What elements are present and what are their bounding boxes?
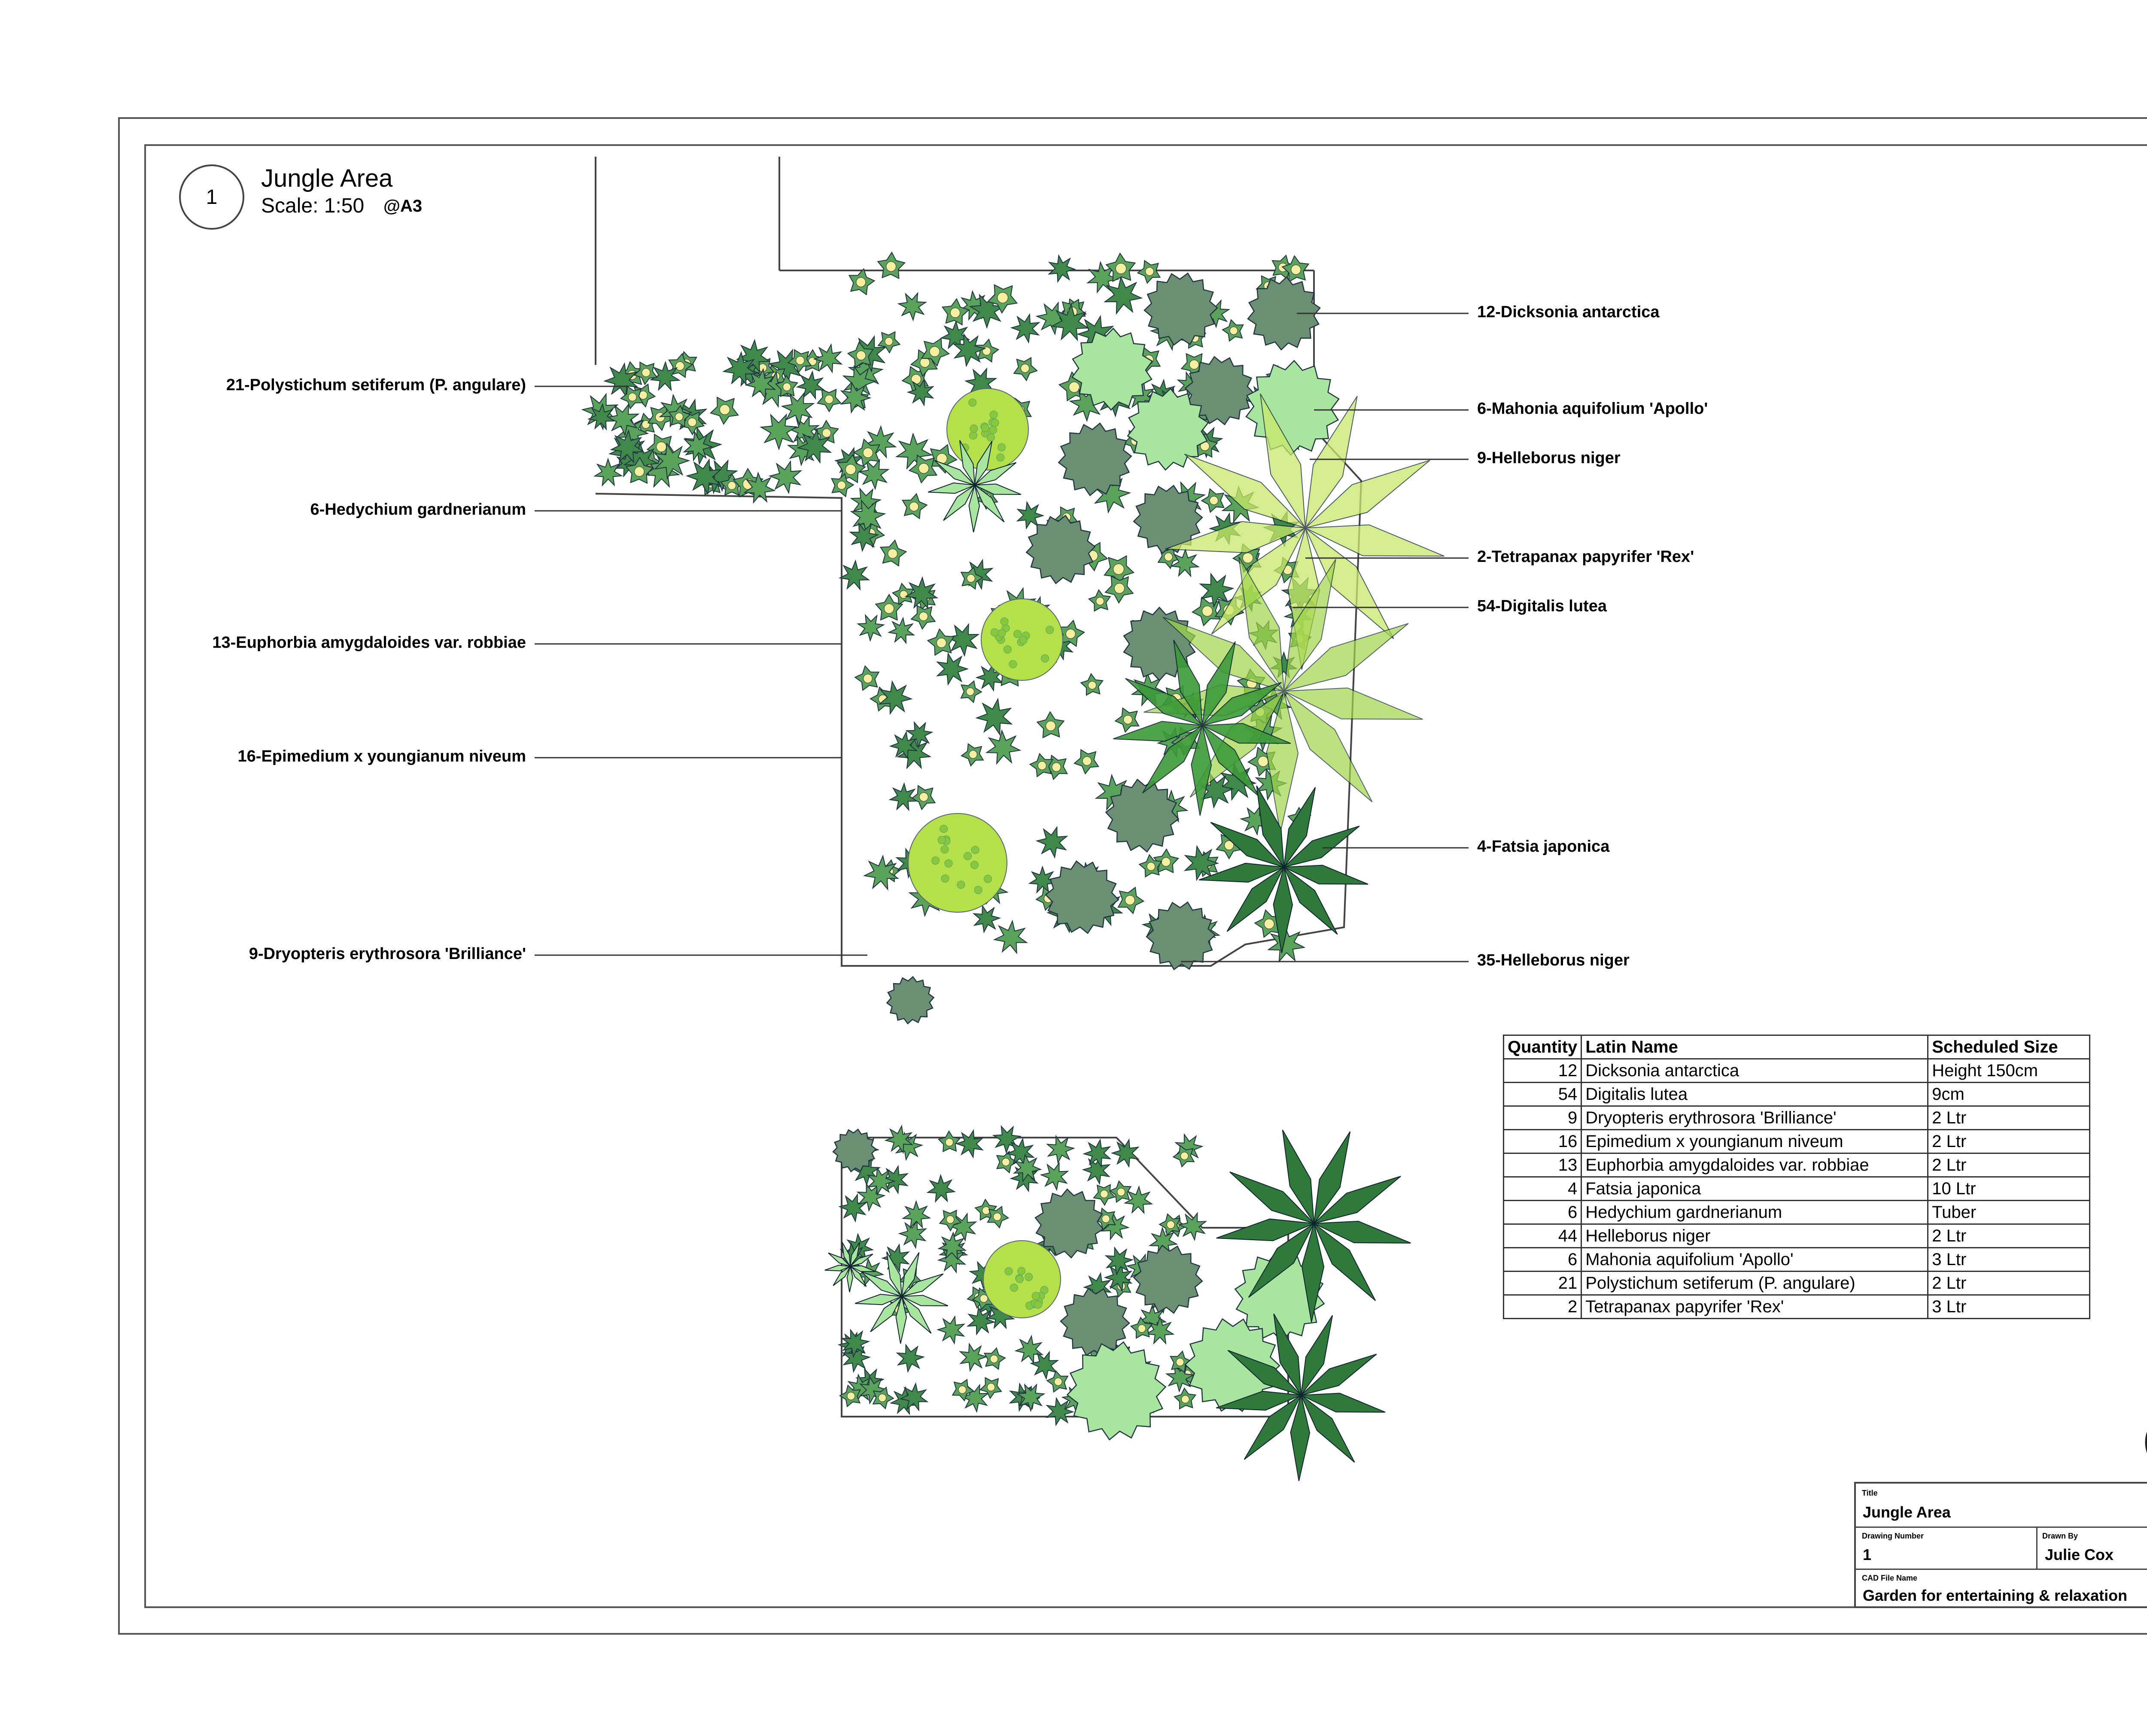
fern-symbol [1012,315,1039,343]
euphorbia-symbol [908,813,1007,912]
scheduled-size-cell: 3 Ltr [1928,1248,2090,1272]
label-euphorbia: 13-Euphorbia amygdaloides var. robbiae [212,634,526,652]
drawing-number-value: 1 [1863,1546,1872,1563]
quantity-cell: 13 [1504,1153,1581,1177]
plant-symbols [583,252,1445,1481]
dicksonia-symbol [887,977,934,1023]
table-row [1504,1248,2090,1272]
fern-symbol [840,561,869,589]
digitalis-symbol [881,540,906,566]
table-header-row [1504,1035,2090,1059]
latin-name-cell: Fatsia japonica [1581,1177,1928,1201]
digitalis-symbol [985,1348,1005,1369]
scheduled-size-cell: 2 Ltr [1928,1272,2090,1295]
fern-symbol [1049,255,1075,282]
paper-size: @A3 [383,197,423,215]
scheduled-size-cell: 2 Ltr [1928,1153,2090,1177]
fern-symbol [976,699,1011,734]
quantity-cell: 16 [1504,1130,1581,1153]
fern-symbol [987,731,1020,764]
cad-file-caption: CAD File Name [1862,1574,1918,1582]
fern-symbol [1105,277,1141,313]
digitalis-symbol [911,606,935,629]
digitalis-symbol [855,666,879,690]
fern-symbol [899,293,926,320]
digitalis-symbol [1118,887,1143,914]
label-hedychium: 6-Hedychium gardnerianum [310,501,526,519]
header-latin-name: Latin Name [1581,1035,1928,1059]
latin-name-cell: Tetrapanax papyrifer 'Rex' [1581,1295,1928,1319]
quantity-cell: 12 [1504,1059,1581,1083]
latin-name-cell: Digitalis lutea [1581,1083,1928,1106]
fern-symbol [960,1344,986,1371]
digitalis-symbol [1115,708,1139,732]
label-epimedium: 16-Epimedium x youngianum niveum [237,747,526,765]
dicksonia-symbol [1026,516,1095,583]
table-row [1504,1106,2090,1130]
quantity-cell: 21 [1504,1272,1581,1295]
view-title: Jungle Area [261,164,393,192]
digitalis-symbol [961,681,982,702]
fern-symbol [1037,827,1067,857]
digitalis-symbol [1201,489,1224,512]
digitalis-symbol [711,398,738,424]
fern-symbol [1112,1140,1138,1166]
digitalis-symbol [1094,1185,1115,1205]
digitalis-symbol [1105,576,1133,603]
quantity-cell: 6 [1504,1248,1581,1272]
drawing-number-caption: Drawing Number [1862,1532,1924,1540]
header-scheduled-size: Scheduled Size [1928,1035,2090,1059]
label-polystichum: 21-Polystichum setiferum (P. angulare) [226,376,526,394]
dicksonia-symbol [1058,423,1131,495]
fern-symbol [1047,1398,1073,1425]
dicksonia-symbol [1144,273,1217,345]
view-scale: Scale: 1:50 [261,194,365,217]
fern-symbol [761,415,796,449]
table-row [1504,1083,2090,1106]
latin-name-cell: Hedychium gardnerianum [1581,1201,1928,1224]
label-dryopteris: 9-Dryopteris erythrosora 'Brilliance' [249,945,526,963]
scheduled-size-cell: Height 150cm [1928,1059,2090,1083]
scheduled-size-cell: 10 Ltr [1928,1177,2090,1201]
fern-symbol [839,1195,866,1221]
fern-symbol [1016,1336,1043,1363]
quantity-cell: 9 [1504,1106,1581,1130]
table-row [1504,1272,2090,1295]
fern-symbol [1171,549,1198,576]
table-row [1504,1177,2090,1201]
fern-symbol [938,1317,964,1343]
label-mahonia: 6-Mahonia aquifolium 'Apollo' [1477,400,1708,418]
fern-symbol [956,1130,982,1157]
dicksonia-symbol [1134,1245,1202,1313]
scheduled-size-cell: 3 Ltr [1928,1295,2090,1319]
table-row [1504,1295,2090,1319]
digitalis-symbol [1081,674,1103,695]
title-block [1854,1482,2147,1608]
latin-name-cell: Dryopteris erythrosora 'Brilliance' [1581,1106,1928,1130]
digitalis-symbol [1037,712,1064,737]
digitalis-symbol [903,494,927,519]
mahonia-symbol [1067,1342,1165,1440]
euphorbia-symbol [983,1241,1061,1318]
table-row [1504,1224,2090,1248]
digitalis-symbol [1047,1371,1067,1392]
fern-symbol [928,1175,955,1202]
digitalis-symbol [878,252,905,279]
table-row [1504,1059,2090,1083]
title-value: Jungle Area [1863,1503,1951,1521]
dicksonia-symbol [1146,902,1215,970]
digitalis-symbol [1174,1388,1195,1409]
fern-symbol [897,1345,924,1372]
drawn-by-caption: Drawn By [2042,1532,2078,1540]
quantity-cell: 54 [1504,1083,1581,1106]
digitalis-symbol [1138,261,1160,283]
north-arrow-icon [2143,1408,2147,1477]
scheduled-size-cell: 9cm [1928,1083,2090,1106]
header-quantity: Quantity [1504,1035,1581,1059]
scheduled-size-cell: 2 Ltr [1928,1224,2090,1248]
latin-name-cell: Helleborus niger [1581,1224,1928,1248]
scheduled-size-cell: 2 Ltr [1928,1130,2090,1153]
digitalis-symbol [1014,358,1037,380]
table-row [1504,1201,2090,1224]
label-fatsia: 4-Fatsia japonica [1477,838,1610,856]
fern-symbol [770,461,801,493]
digitalis-symbol [849,269,875,294]
fern-symbol [937,653,967,684]
fern-symbol [1083,1157,1110,1184]
quantity-cell: 6 [1504,1201,1581,1224]
fern-symbol [974,906,1000,932]
drawn-by-value: Julie Cox [2045,1546,2114,1563]
scheduled-size-cell: Tuber [1928,1201,2090,1224]
digitalis-symbol [818,389,841,412]
fern-symbol [890,783,917,810]
quantity-cell: 4 [1504,1177,1581,1201]
label-helleborus-9: 9-Helleborus niger [1477,449,1621,467]
euphorbia-symbol [981,599,1063,680]
latin-name-cell: Dicksonia antarctica [1581,1059,1928,1083]
quantity-cell: 2 [1504,1295,1581,1319]
scheduled-size-cell: 2 Ltr [1928,1106,2090,1130]
digitalis-symbol [928,629,954,655]
digitalis-symbol [1174,1146,1194,1167]
digitalis-symbol [988,1207,1008,1228]
title-caption: Title [1862,1489,1878,1497]
digitalis-symbol [961,744,983,766]
latin-name-cell: Polystichum setiferum (P. angulare) [1581,1272,1928,1295]
fern-symbol [1041,1163,1068,1190]
label-dicksonia: 12-Dicksonia antarctica [1477,303,1660,321]
fern-symbol [595,459,622,485]
plant-schedule-table [1503,1035,2090,1319]
table-row [1504,1130,2090,1153]
latin-name-cell: Epimedium x youngianum niveum [1581,1130,1928,1153]
digitalis-symbol [1074,750,1098,774]
label-digitalis: 54-Digitalis lutea [1477,597,1607,615]
fern-symbol [797,372,824,398]
table-row [1504,1153,2090,1177]
fern-symbol [1031,1352,1058,1379]
digitalis-symbol [939,1131,960,1152]
latin-name-cell: Mahonia aquifolium 'Apollo' [1581,1248,1928,1272]
digitalis-symbol [1223,320,1243,341]
cad-file-value: Garden for entertaining & relaxation [1863,1587,2128,1604]
digitalis-symbol [943,299,969,325]
latin-name-cell: Euphorbia amygdaloides var. robbiae [1581,1153,1928,1177]
fern-symbol [889,618,914,643]
fern-symbol [994,921,1027,953]
label-helleborus-35: 35-Helleborus niger [1477,951,1630,969]
fern-symbol [858,615,884,640]
fern-symbol [1047,1136,1074,1163]
quantity-cell: 44 [1504,1224,1581,1248]
view-number: 1 [206,185,218,209]
digitalis-symbol [1030,754,1053,777]
label-tetrapanax: 2-Tetrapanax papyrifer 'Rex' [1477,548,1694,566]
